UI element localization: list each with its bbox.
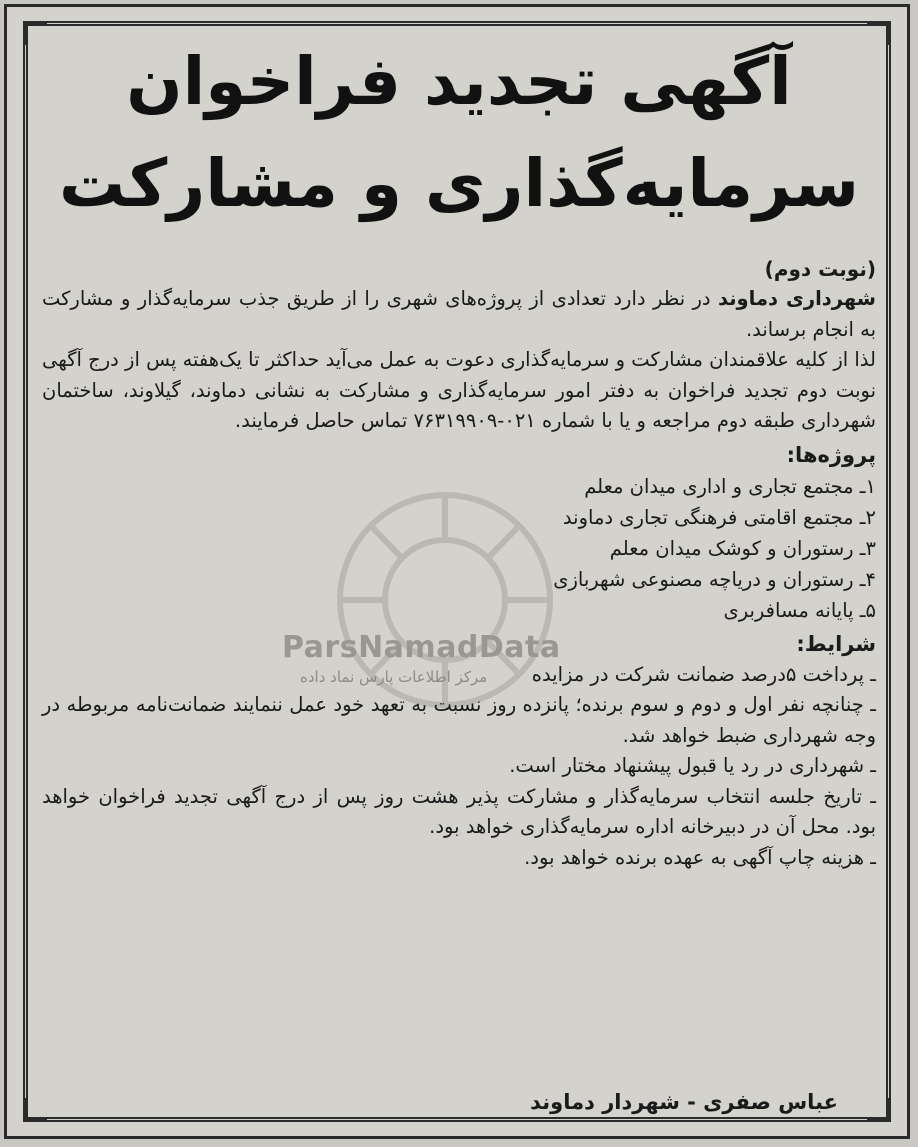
organization-name: شهرداری دماوند (717, 287, 876, 310)
title-line-2: سرمایه‌گذاری و مشارکت (58, 145, 860, 222)
project-item: ۲ـ مجتمع اقامتی فرهنگی تجاری دماوند (562, 505, 876, 529)
invitation-paragraph: لذا از کلیه علاقمندان مشارکت و سرمایه‌گذاری دعوت به عمل می‌آید حداکثر تا یک‌هفته پس از درج آگهی نوبت دوم تجدید فراخوان به دفتر امور سرمایه‌گذاری و مشارکت به نشانی دماوند، گیلاوند، ساختمان شهرداری طبقه دوم مراجعه و یا با شماره ۰۲۱-۷۶۳۱۹۹۰۹ تماس حاصل فرمایند. (42, 348, 876, 432)
round-label: (نوبت دوم) (764, 257, 876, 281)
condition-item: ـ تاریخ جلسه انتخاب سرمایه‌گذار و مشارکت پذیر هشت روز پس از درج آگهی تجدید فراخوان خواهد بود. محل آن در دبیرخانه اداره سرمایه‌گذاری خواهد بود. (42, 784, 876, 838)
project-item: ۳ـ رستوران و کوشک میدان معلم (609, 536, 876, 560)
intro-text: در نظر دارد تعدادی از پروژه‌های شهری را از طریق جذب سرمایه‌گذار و مشارکت به انجام برساند. (42, 287, 876, 341)
conditions-heading: شرایط: (796, 631, 876, 656)
condition-item: ـ شهرداری در رد یا قبول پیشنهاد مختار است. (509, 754, 876, 777)
project-item: ۱ـ مجتمع تجاری و اداری میدان معلم (584, 474, 876, 498)
condition-item: ـ هزینه چاپ آگهی به عهده برنده خواهد بود. (524, 845, 876, 869)
watermark-tagline: مرکز اطلاعات پارس نماد داده (300, 668, 488, 686)
condition-item: ـ پرداخت ۵درصد ضمانت شرکت در مزایده (531, 662, 876, 686)
watermark-brand: ParsNamadData (282, 630, 561, 665)
signature: عباس صفری - شهردار دماوند (530, 1090, 838, 1114)
intro-paragraph (42, 284, 876, 345)
projects-heading: پروژه‌ها: (786, 442, 876, 467)
project-item: ۵ـ پایانه مسافربری (723, 598, 876, 622)
title-line-1: آگهی تجدید فراخوان (126, 43, 792, 120)
conditions-list (42, 660, 876, 874)
project-item: ۴ـ رستوران و دریاچه مصنوعی شهربازی (553, 567, 876, 591)
notice-content (42, 34, 876, 1117)
condition-item: ـ چنانچه نفر اول و دوم و سوم برنده؛ پانزده روز نسبت به تعهد خود عمل ننمایند ضمانت‌نامه مربوطه در وجه شهرداری ضبط خواهد شد. (42, 693, 876, 747)
projects-list (42, 471, 876, 626)
